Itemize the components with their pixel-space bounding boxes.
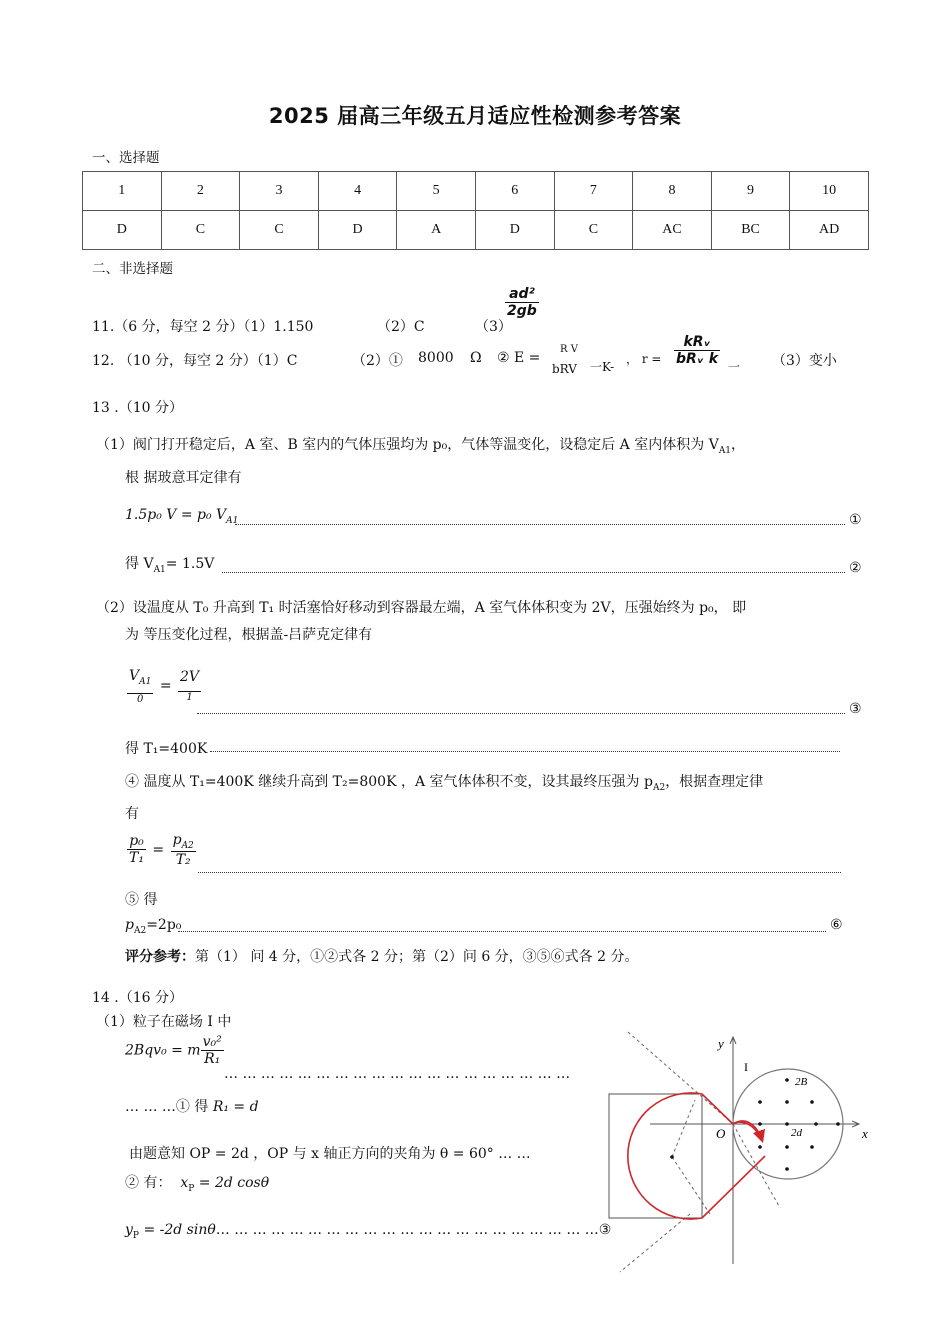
q13-t1: 得 T₁=400K bbox=[125, 741, 208, 757]
table-cell: 1 bbox=[83, 172, 162, 211]
q13-line1-text: （1）阀门打开稳定后，A 室、B 室内的气体压强均为 p₀，气体等温变化，设稳定后 A 室内体积为 V bbox=[96, 437, 719, 453]
q13-f3-den1: 0 bbox=[136, 693, 144, 705]
q14-line1: （1）粒子在磁场 Ⅰ 中 bbox=[96, 1014, 232, 1030]
table-cell: AC bbox=[633, 211, 712, 250]
q13-line5-end: ，根据查理定律 bbox=[665, 774, 764, 790]
y-axis-label: y bbox=[718, 1036, 724, 1051]
table-cell: C bbox=[240, 211, 319, 250]
q13-mark3: ③ bbox=[849, 701, 862, 717]
section-nonchoice-heading: 二、非选择题 bbox=[92, 261, 173, 277]
table-cell: 5 bbox=[397, 172, 476, 211]
q13-pa2-sub: A2 bbox=[133, 925, 147, 936]
table-cell: 7 bbox=[554, 172, 633, 211]
q12-e-tail: 一K- bbox=[590, 360, 615, 374]
q14-line5 bbox=[125, 1222, 611, 1241]
table-cell: C bbox=[554, 211, 633, 250]
q12-r-fraction bbox=[674, 334, 720, 367]
origin-label: O bbox=[716, 1126, 726, 1141]
q13-line1-end: ， bbox=[731, 437, 746, 453]
leader-dots bbox=[235, 524, 845, 525]
q13-eq1-sub: A1 bbox=[226, 515, 239, 526]
q13-line3: （2）设温度从 T₀ 升高到 T₁ 时活塞恰好移动到容器最左端，A 室气体体积变为 2V，压强始终为 p₀， 即 bbox=[96, 600, 747, 616]
q13-eq2 bbox=[125, 553, 214, 575]
q13-line5-text: ④ 温度从 T₁=400K 继续升高到 T₂=800K ，A 室气体体积不变，设其最终压强为 p bbox=[125, 774, 653, 790]
q12-part2: （2）① bbox=[352, 353, 403, 369]
table-cell: 10 bbox=[790, 172, 869, 211]
q13-heading: 13 .（10 分） bbox=[92, 400, 183, 416]
q14-eq1-lhs: 2Bqv₀ = m bbox=[125, 1042, 201, 1059]
q14-line2 bbox=[125, 1096, 259, 1116]
q13-f4-eq: = bbox=[152, 841, 165, 858]
q13-eq1 bbox=[125, 507, 238, 526]
q13-f4-den1: T₁ bbox=[129, 850, 144, 867]
table-cell: AD bbox=[790, 211, 869, 250]
table-cell: 9 bbox=[711, 172, 790, 211]
q13-line4: 为 等压变化过程，根据盖-吕萨克定律有 bbox=[125, 627, 373, 643]
page-title: 2025 届高三年级五月适应性检测参考答案 bbox=[268, 104, 682, 128]
q11-text: 11.（6 分，每空 2 分）（1）1.150 bbox=[92, 319, 314, 335]
q12-e-den: bRV bbox=[552, 362, 577, 376]
table-cell: BC bbox=[711, 211, 790, 250]
q13-f4-den2: T₂ bbox=[175, 851, 191, 868]
table-cell: C bbox=[161, 211, 240, 250]
q14-eq1-dots: … … … … … … … … … … … … … … … … … … … bbox=[224, 1066, 571, 1082]
q14-heading: 14 .（16 分） bbox=[92, 990, 183, 1006]
table-row-answers bbox=[83, 211, 869, 250]
q12-r-tail: 一 bbox=[728, 360, 741, 374]
dashed-line bbox=[672, 1100, 695, 1157]
q13-eq2-sub: A1 bbox=[153, 564, 166, 575]
q14-eq1-num: v₀² bbox=[202, 1034, 222, 1050]
table-cell: D bbox=[318, 211, 397, 250]
answer-table bbox=[82, 171, 869, 250]
q14-line5-rest: = -2d sinθ bbox=[143, 1222, 216, 1238]
leader-dots bbox=[198, 872, 841, 873]
q12-value-8000: 8000 bbox=[418, 350, 454, 366]
q13-f4-num2: p bbox=[172, 832, 182, 848]
leader-dots bbox=[197, 713, 845, 714]
q13-frac-eq5 bbox=[127, 832, 196, 868]
dashed-line bbox=[733, 1124, 780, 1208]
table-cell: D bbox=[83, 211, 162, 250]
q11-part3: （3） bbox=[475, 319, 512, 335]
q13-eq1-text: 1.5p₀ V = p₀ V bbox=[125, 507, 227, 523]
q12-omega: Ω bbox=[470, 350, 482, 366]
q14-line4 bbox=[125, 1172, 269, 1194]
particle-trajectory bbox=[628, 1093, 765, 1219]
q14-line4-sub: P bbox=[188, 1183, 195, 1194]
q14-line4-rest: = 2d cosθ bbox=[198, 1175, 270, 1191]
q13-score-label: 评分参考： bbox=[125, 949, 195, 965]
q14-eq1 bbox=[125, 1034, 224, 1067]
table-row-numbers bbox=[83, 172, 869, 211]
q13-line7: ⑤ 得 bbox=[125, 892, 158, 908]
field-region-rect bbox=[609, 1094, 702, 1218]
q11-frac-num: ad² bbox=[505, 286, 539, 303]
q13-line5-sub: A2 bbox=[652, 782, 666, 793]
q14-line5-dots: … … … … … … … … … … … … … … … … … … … … …③ bbox=[215, 1222, 612, 1238]
q13-mark1: ① bbox=[849, 512, 862, 528]
magnetic-field-diagram bbox=[600, 1028, 885, 1278]
q13-score-text: 第（1） 问 4 分，①②式各 2 分；第（2）问 6 分，③⑤⑥式各 2 分。 bbox=[195, 949, 639, 965]
q11-part2: （2）C bbox=[377, 319, 425, 335]
q14-line5-sub: P bbox=[132, 1230, 139, 1241]
q13-f3-num2: 2V bbox=[178, 669, 201, 692]
leader-dots bbox=[178, 931, 826, 932]
q13-f4-num1: p₀ bbox=[127, 833, 146, 850]
q13-f3-num1-sub: A1 bbox=[139, 676, 152, 687]
leader-dots bbox=[210, 751, 840, 752]
section-choice-heading: 一、选择题 bbox=[92, 150, 160, 166]
q13-pa2 bbox=[125, 917, 181, 936]
q14-line3: 由题意知 OP = 2d ，OP 与 x 轴正方向的夹角为 θ = 60° … … bbox=[129, 1146, 531, 1162]
q13-line2: 根 据玻意耳定律有 bbox=[125, 470, 242, 486]
q14-line2-eq: R₁ = d bbox=[212, 1099, 259, 1115]
field-strength-label: 2B bbox=[795, 1076, 808, 1088]
distance-label: 2d bbox=[791, 1127, 802, 1139]
q13-line1 bbox=[96, 434, 745, 456]
q13-line5 bbox=[125, 771, 763, 793]
q13-f3-num1: V bbox=[129, 668, 140, 684]
q13-eq2-text: 得 V bbox=[125, 556, 154, 572]
dashed-line bbox=[620, 1214, 690, 1272]
q14-line4-x: x bbox=[180, 1175, 189, 1191]
table-cell: 8 bbox=[633, 172, 712, 211]
q13-f3-den2: 1 bbox=[186, 692, 193, 704]
q13-pa2-rest: =2p₀ bbox=[146, 917, 182, 933]
q14-line2-text: … … …① 得 bbox=[125, 1099, 209, 1115]
q12-part2b: ② E = bbox=[497, 350, 541, 366]
q11-frac-den: 2gb bbox=[507, 303, 537, 319]
table-cell: 2 bbox=[161, 172, 240, 211]
q13-line1-sub: A1 bbox=[718, 445, 732, 456]
dashed-line bbox=[672, 1157, 710, 1214]
q13-f3-eq: = bbox=[159, 678, 172, 695]
q14-line4-text: ② 有： bbox=[125, 1175, 172, 1191]
q13-f4-num2-sub: A2 bbox=[181, 840, 194, 851]
q11-fraction bbox=[505, 286, 539, 319]
leader-dots bbox=[222, 572, 845, 573]
q12-text: 12. （10 分，每空 2 分）（1）C bbox=[92, 353, 298, 369]
q13-line6: 有 bbox=[125, 806, 139, 822]
q14-eq1-den: R₁ bbox=[204, 1051, 221, 1067]
region-label: I bbox=[744, 1060, 748, 1074]
q12-r-num: kRᵥ bbox=[674, 334, 720, 351]
table-cell: 3 bbox=[240, 172, 319, 211]
table-cell: 4 bbox=[318, 172, 397, 211]
q14-line5-y: y bbox=[125, 1222, 133, 1238]
q12-r-lead: ， r = bbox=[626, 352, 662, 366]
q13-mark6: ⑥ bbox=[830, 917, 843, 933]
table-cell: A bbox=[397, 211, 476, 250]
q12-part3: （3）变小 bbox=[772, 353, 837, 369]
q13-pa2-p: p bbox=[125, 917, 134, 933]
table-cell: D bbox=[475, 211, 554, 250]
q13-mark2: ② bbox=[849, 560, 862, 576]
q13-frac-eq3 bbox=[127, 668, 201, 705]
q13-score bbox=[125, 946, 639, 966]
q13-eq2-rest: = 1.5V bbox=[165, 556, 215, 572]
q12-e-num: R V bbox=[560, 344, 578, 355]
q12-r-den: bRᵥ k bbox=[676, 351, 718, 367]
table-cell: 6 bbox=[475, 172, 554, 211]
x-axis-label: x bbox=[862, 1126, 868, 1141]
